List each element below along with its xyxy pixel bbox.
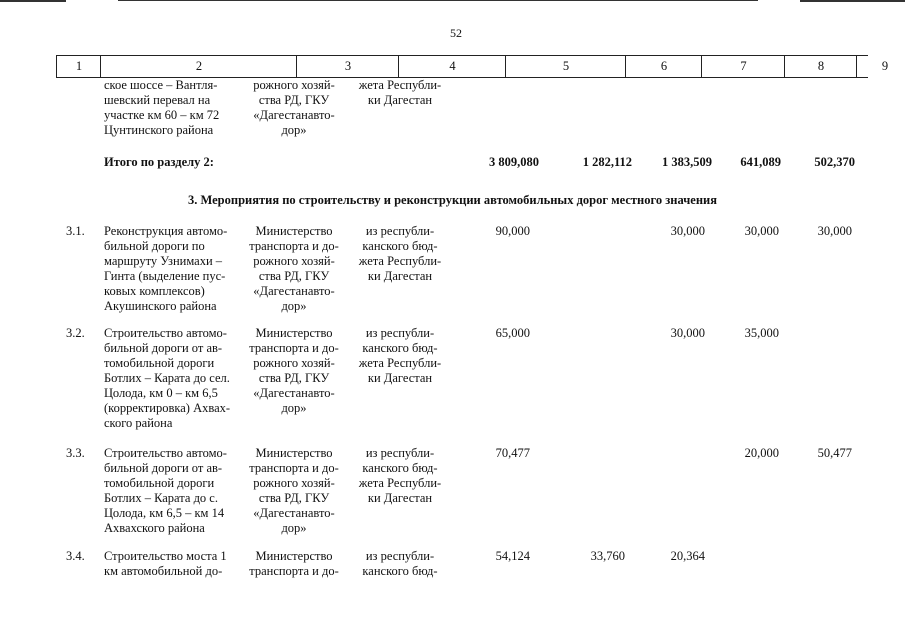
column-header: 6: [625, 56, 702, 77]
row-number: 3.3.: [66, 446, 85, 460]
row-executor: Министерство транспорта и до-: [249, 549, 339, 578]
row-executor: Министерство транспорта и до- рожного хозяй- ства РД, ГКУ «Дагестанавто- дор»: [249, 224, 339, 313]
row-value-col6: 33,760: [590, 549, 625, 563]
column-header: 9: [856, 56, 905, 77]
section-title: 3. Мероприятия по строительству и реконструкции автомобильных дорог местного значения: [188, 193, 717, 207]
row-total: 54,124: [495, 549, 530, 563]
row-value-col7: 30,000: [670, 224, 705, 238]
row-number: 3.2.: [66, 326, 85, 340]
row-value-col9: 30,000: [817, 224, 852, 238]
page-number: 52: [450, 26, 462, 40]
column-header: 5: [505, 56, 626, 77]
row-value-col7: 20,364: [670, 549, 705, 563]
row-total: 70,477: [495, 446, 530, 460]
continuation-source: жета Республи- ки Дагестан: [358, 78, 442, 107]
row-description: Строительство автомо- бильной дороги от ав- томобильной дороги Ботлих – Карата до с. Цолода, км 6,5 – км 14 Ахвахского района: [104, 446, 227, 535]
subtotal-label: Итого по разделу 2:: [104, 155, 214, 169]
column-header: 3: [296, 56, 399, 77]
column-header: 7: [701, 56, 785, 77]
subtotal-value: 641,089: [740, 155, 781, 169]
row-funding-source: из республи- канского бюд- жета Республи- ки Дагестан: [358, 326, 442, 385]
column-header-row: [56, 55, 889, 78]
row-funding-source: из республи- канского бюд- жета Республи- ки Дагестан: [358, 446, 442, 505]
row-number: 3.1.: [66, 224, 85, 238]
row-number: 3.4.: [66, 549, 85, 563]
column-header: 8: [784, 56, 857, 77]
subtotal-value: 1 383,509: [662, 155, 712, 169]
scan-edge-left: [0, 0, 66, 2]
column-header: 1: [56, 56, 101, 77]
row-value-col8: 20,000: [744, 446, 779, 460]
row-executor: Министерство транспорта и до- рожного хозяй- ства РД, ГКУ «Дагестанавто- дор»: [249, 446, 339, 535]
subtotal-value: 3 809,080: [489, 155, 539, 169]
row-total: 65,000: [495, 326, 530, 340]
row-value-col8: 35,000: [744, 326, 779, 340]
row-executor: Министерство транспорта и до- рожного хозяй- ства РД, ГКУ «Дагестанавто- дор»: [249, 326, 339, 415]
scan-edge-right: [800, 0, 905, 2]
row-value-col7: 30,000: [670, 326, 705, 340]
row-funding-source: из республи- канского бюд-: [362, 549, 438, 578]
scan-edge-mid: [118, 0, 758, 1]
row-value-col9: 50,477: [817, 446, 852, 460]
column-header: 4: [398, 56, 506, 77]
row-description: Строительство моста 1 км автомобильной до-: [104, 549, 227, 578]
continuation-description: ское шоссе – Вантля- шевский перевал на участке км 60 – км 72 Цунтинского района: [104, 78, 220, 137]
subtotal-value: 502,370: [814, 155, 855, 169]
row-value-col8: 30,000: [744, 224, 779, 238]
row-description: Строительство автомо- бильной дороги от ав- томобильной дороги Ботлих – Карата до сел. Цолода, км 0 – км 6,5 (корректировка) Ахвах- ского района: [104, 326, 231, 430]
row-description: Реконструкция автомо- бильной дороги по маршруту Узнимахи – Гинта (выделение пус- ковых комплексов) Акушинского района: [104, 224, 228, 313]
continuation-executor: рожного хозяй- ства РД, ГКУ «Дагестанавто- дор»: [253, 78, 335, 137]
column-header: 2: [100, 56, 297, 77]
row-total: 90,000: [495, 224, 530, 238]
subtotal-value: 1 282,112: [582, 155, 632, 169]
row-funding-source: из республи- канского бюд- жета Республи- ки Дагестан: [358, 224, 442, 283]
